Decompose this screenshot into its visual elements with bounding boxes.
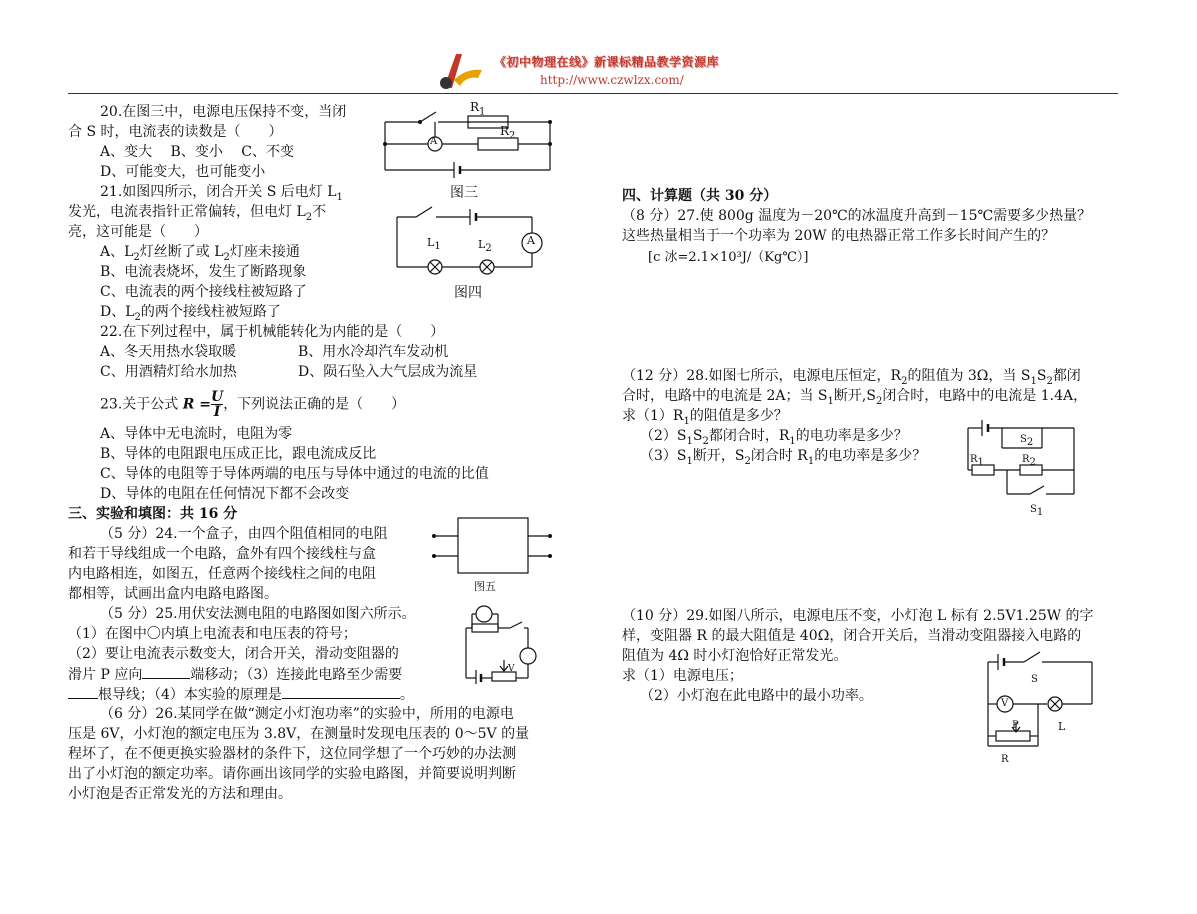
q26-line2: 压是 6V，小灯泡的额定电压为 3.8V，在测量时发现电压表的 0～5V 的量 — [68, 726, 530, 742]
q24-line1: （5 分）24.一个盒子，由四个阻值相同的电阻 — [100, 526, 388, 542]
q25-line5: 根导线；（4）本实验的原理是 。 — [68, 684, 414, 705]
q21-line2: 发光，电流表指针正常偏转，但电灯 $L_2$不 — [68, 204, 327, 223]
fig7-s2-label: $S_2$ — [1020, 434, 1034, 448]
q21-option-c: C、电流表的两个接线柱被短路了 — [100, 284, 307, 300]
figure8-circuit — [978, 648, 1098, 753]
header-title: 《初中物理在线》新课标精品教学资源库 — [494, 55, 720, 69]
fig4-caption: 图四 — [454, 285, 482, 301]
q28-line1: （12 分）28.如图七所示，电源电压恒定，$R_2$的阻值为 3Ω，当 $S_1S_2$都闭 — [622, 368, 1081, 387]
fig4-ammeter-label: A — [527, 234, 535, 247]
fig4-l1-label: $L_1$ — [427, 236, 441, 253]
q28-sub1: 求$(1)R_1$的阻值是多少？ — [622, 408, 788, 427]
fig7-s1-label: $S_1$ — [1030, 504, 1044, 518]
fig8-s-label: S — [1031, 674, 1038, 685]
fig7-r2-label: $R_2$ — [1022, 454, 1036, 468]
q20-option-d: D、可能变大，也可能变小 — [100, 164, 266, 180]
q24-line3: 内电路相连，如图五，任意两个接线柱之间的电阻 — [68, 566, 376, 582]
q27-line1: （8 分）27.使 800g 温度为－20℃的冰温度升高到－15℃需要多少热量？ — [622, 208, 1092, 224]
q22-option-c: C、用酒精灯给水加热 — [100, 364, 237, 380]
q25-line4: 滑片 P 应向 端移动；（3）连接此电路至少需要 — [68, 664, 402, 685]
fig3-r2-label: $R_2$ — [500, 124, 516, 142]
q22-option-a: A、冬天用热水袋取暖 — [100, 344, 237, 360]
fig6-voltmeter-label: V — [508, 664, 515, 674]
q27-given: [c 冰=2.1×10³J/（Kg℃）] — [648, 250, 809, 265]
q23-option-c: C、导体的电阻等于导体两端的电压与导体中通过的电流的比值 — [100, 466, 489, 482]
q25-line3: （2）要让电流表示数变大，闭合开关，滑动变阻器的 — [68, 646, 399, 662]
q28-line2: 合时，电路中的电流是 2A；当 $S_1$断开$,S_2$闭合时，电路中的电流是 1.4A， — [622, 388, 1088, 407]
q21-line3: 亮，这可能是（ ） — [68, 224, 208, 240]
fig3-r1-label: $R_1$ — [470, 100, 486, 118]
q22-option-d: D、陨石坠入大气层成为流星 — [298, 364, 478, 380]
q29-sub1: 求（1）电源电压； — [622, 668, 743, 684]
figure6-circuit — [462, 604, 542, 684]
q23-line1: 23.关于公式 R = $\frac{U}{I}$ ，下列说法正确的是（ ） — [100, 389, 406, 420]
figure4-circuit — [392, 205, 547, 275]
fig3-caption: 图三 — [450, 185, 478, 201]
section3-heading: 三、实验和填图：共 16 分 — [68, 506, 238, 522]
logo-icon — [436, 50, 486, 90]
q25-line2: （1）在图中〇内填上电流表和电压表的符号； — [68, 626, 357, 642]
fig5-caption: 图五 — [474, 580, 496, 593]
q26-line5: 小灯泡是否正常发光的方法和理由。 — [68, 786, 292, 802]
header-url: http://www.czwlzx.com/ — [540, 73, 684, 87]
fig7-r1-label: $R_1$ — [970, 454, 984, 468]
q24-line2: 和若干导线组成一个电路，盒外有四个接线柱与盒 — [68, 546, 376, 562]
q25-line1: （5 分）25.用伏安法测电阻的电路图如图六所示。 — [100, 606, 416, 622]
q29-line1: （10 分）29.如图八所示，电源电压不变，小灯泡 L 标有 2.5V1.25W 的字 — [622, 608, 1094, 624]
q28-sub2: $(2)S_1S_2$都闭合时，$R_1$的电功率是多少？ — [640, 428, 908, 447]
fig8-r-label: R — [1001, 754, 1009, 765]
fig3-ammeter-label: A — [430, 136, 438, 147]
section4-heading: 四、计算题（共 30 分） — [622, 188, 778, 204]
q23-option-b: B、导体的电阻跟电压成正比，跟电流成反比 — [100, 446, 377, 462]
q23-option-a: A、导体中无电流时，电阻为零 — [100, 426, 293, 442]
q20-line2: 合 S 时，电流表的读数是（ ） — [68, 124, 283, 140]
q29-sub2: （2）小灯泡在此电路中的最小功率。 — [640, 688, 873, 704]
q26-line1: （6 分）26.某同学在做“测定小灯泡功率”的实验中，所用的电源电 — [100, 706, 514, 722]
q22-line1: 22.在下列过程中，属于机械能转化为内能的是（ ） — [100, 324, 445, 340]
q20-options-abc: A、变大 B、变小 C、不变 — [100, 144, 295, 160]
q24-line4: 都相等，试画出盒内电路电路图。 — [68, 586, 278, 602]
q26-line4: 出了小灯泡的额定功率。请你画出该同学的实验电路图，并简要说明判断 — [68, 766, 516, 782]
q21-line1: 21.如图四所示，闭合开关 S 后电灯 $L_1$ — [100, 184, 343, 203]
q22-option-b: B、用水冷却汽车发动机 — [298, 344, 449, 360]
q20-line1: 20.在图三中，电源电压保持不变，当闭 — [100, 104, 347, 120]
q21-option-a: A、$L_2$灯丝断了或 $L_2$灯座未接通 — [100, 244, 300, 263]
q21-option-d: D、$L_2$的两个接线柱被短路了 — [100, 304, 281, 323]
fig4-l2-label: $L_2$ — [478, 238, 492, 255]
header-divider — [68, 93, 1118, 94]
q27-line2: 这些热量相当于一个功率为 20W 的电热器正常工作多长时间产生的？ — [622, 228, 1056, 244]
fig8-voltmeter-label: V — [1001, 698, 1009, 709]
q21-option-b: B、电流表烧坏，发生了断路现象 — [100, 264, 307, 280]
q26-line3: 程坏了，在不便更换实验器材的条件下，这位同学想了一个巧妙的办法测 — [68, 746, 516, 762]
q29-line3: 阻值为 4Ω 时小灯泡恰好正常发光。 — [622, 648, 848, 664]
figure5-box — [430, 512, 555, 582]
fig8-p-label: P — [1012, 720, 1019, 731]
q23-option-d: D、导体的电阻在任何情况下都不会改变 — [100, 486, 350, 502]
fig8-l-label: L — [1058, 720, 1066, 733]
q29-line2: 样，变阻器 R 的最大阻值是 40Ω，闭合开关后，当滑动变阻器接入电路的 — [622, 628, 1082, 644]
q28-sub3: $(3)S_1$断开，$S_2$闭合时 $R_1$的电功率是多少？ — [640, 448, 927, 467]
